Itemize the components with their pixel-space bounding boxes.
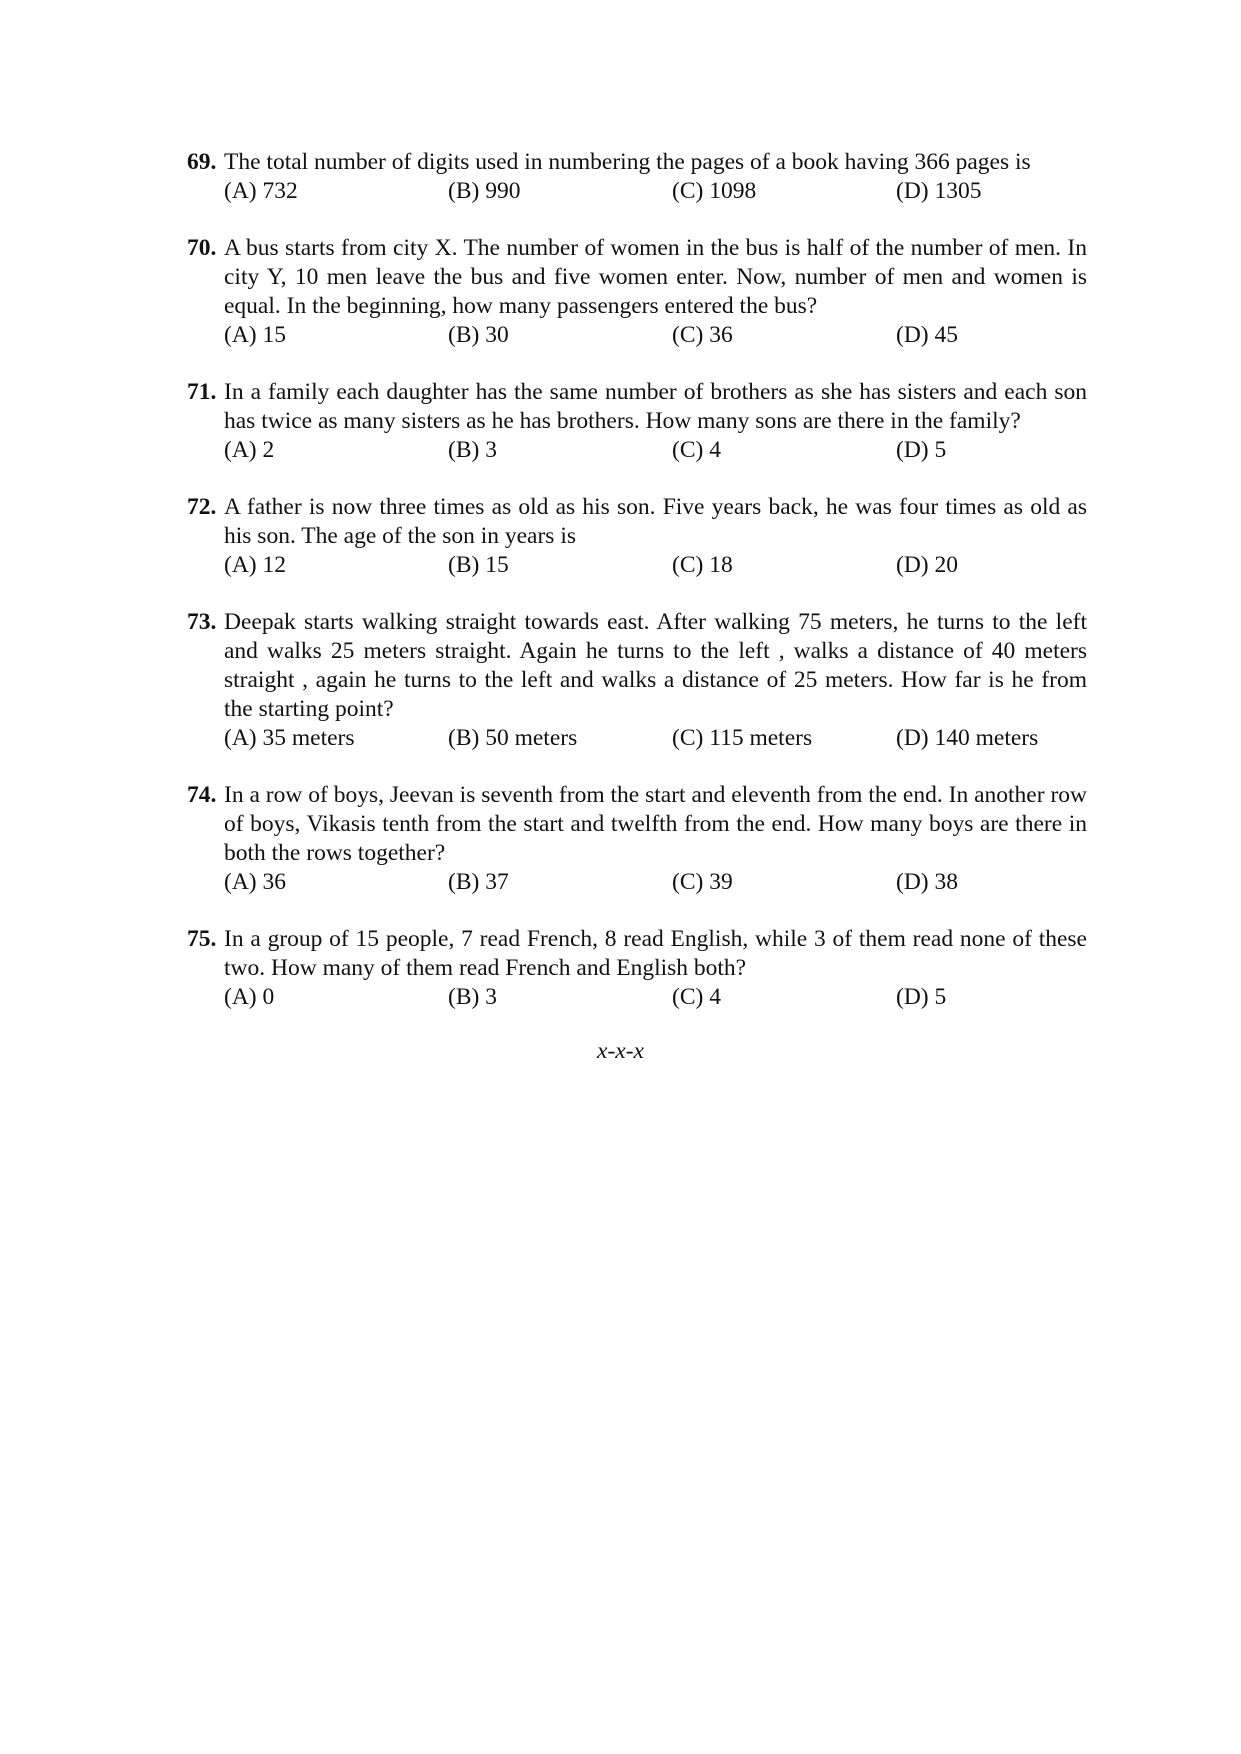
question-text: The total number of digits used in numbering the pages of a book having 366 pages is [224,149,1031,175]
question-number: 73. [187,609,217,635]
option-c: (C) 115 meters [672,725,813,751]
option-a: (A) 732 [224,178,298,204]
question-70 [187,234,1087,350]
option-a: (A) 36 [224,869,286,895]
question-73 [187,608,1087,753]
question-72 [187,493,1087,580]
question-text: In a group of 15 people, 7 read French, 8 read English, while 3 of them read none of these two. How many of them read French and English both? [224,926,1087,981]
answer-options [224,983,1087,1012]
option-d: (D) 5 [896,984,947,1010]
option-c: (C) 4 [672,984,721,1010]
option-c: (C) 1098 [672,178,757,204]
option-b: (B) 990 [448,178,521,204]
question-number: 75. [187,926,217,952]
question-71 [187,378,1087,465]
option-b: (B) 37 [448,869,509,895]
option-b: (B) 3 [448,437,497,463]
question-text: In a row of boys, Jeevan is seventh from the start and eleventh from the end. In another row of boys, Vikasis tenth from the start and twelfth from the end. How many boys are there in both the rows together? [224,782,1087,866]
option-b: (B) 15 [448,552,509,578]
question-69 [187,148,1087,206]
option-c: (C) 36 [672,322,733,348]
answer-options [224,321,1087,350]
answer-options [224,551,1087,580]
option-d: (D) 20 [896,552,958,578]
option-a: (A) 12 [224,552,286,578]
option-a: (A) 15 [224,322,286,348]
option-b: (B) 3 [448,984,497,1010]
question-text: Deepak starts walking straight towards east. After walking 75 meters, he turns to the left and walks 25 meters straight. Again he turns to the left , walks a distance of 40 meters straight , again he turns to the left and walks a distance of 25 meters. How far is he from the starting point? [224,609,1087,722]
option-b: (B) 50 meters [448,725,578,751]
end-marker: x-x-x [597,1038,644,1064]
option-d: (D) 140 meters [896,725,1039,751]
question-number: 72. [187,494,217,520]
answer-options [224,724,1087,753]
question-text: A father is now three times as old as his son. Five years back, he was four times as old as his son. The age of the son in years is [224,494,1087,549]
option-d: (D) 38 [896,869,958,895]
question-number: 69. [187,149,217,175]
option-c: (C) 18 [672,552,733,578]
option-b: (B) 30 [448,322,509,348]
option-a: (A) 0 [224,984,275,1010]
answer-options [224,436,1087,465]
option-a: (A) 35 meters [224,725,355,751]
question-list [187,148,1087,1040]
option-d: (D) 5 [896,437,947,463]
option-d: (D) 45 [896,322,958,348]
answer-options [224,177,1087,206]
question-number: 71. [187,379,217,405]
option-a: (A) 2 [224,437,275,463]
option-c: (C) 39 [672,869,733,895]
answer-options [224,868,1087,897]
question-75 [187,925,1087,1012]
option-d: (D) 1305 [896,178,982,204]
question-text: In a family each daughter has the same number of brothers as she has sisters and each son has twice as many sisters as he has brothers. How many sons are there in the family? [224,379,1087,434]
question-number: 70. [187,235,217,261]
question-74 [187,781,1087,897]
option-c: (C) 4 [672,437,721,463]
question-text: A bus starts from city X. The number of women in the bus is half of the number of men. In city Y, 10 men leave the bus and five women enter. Now, number of men and women is equal. In the beginning, how many passengers entered the bus? [224,235,1087,319]
question-number: 74. [187,782,217,808]
